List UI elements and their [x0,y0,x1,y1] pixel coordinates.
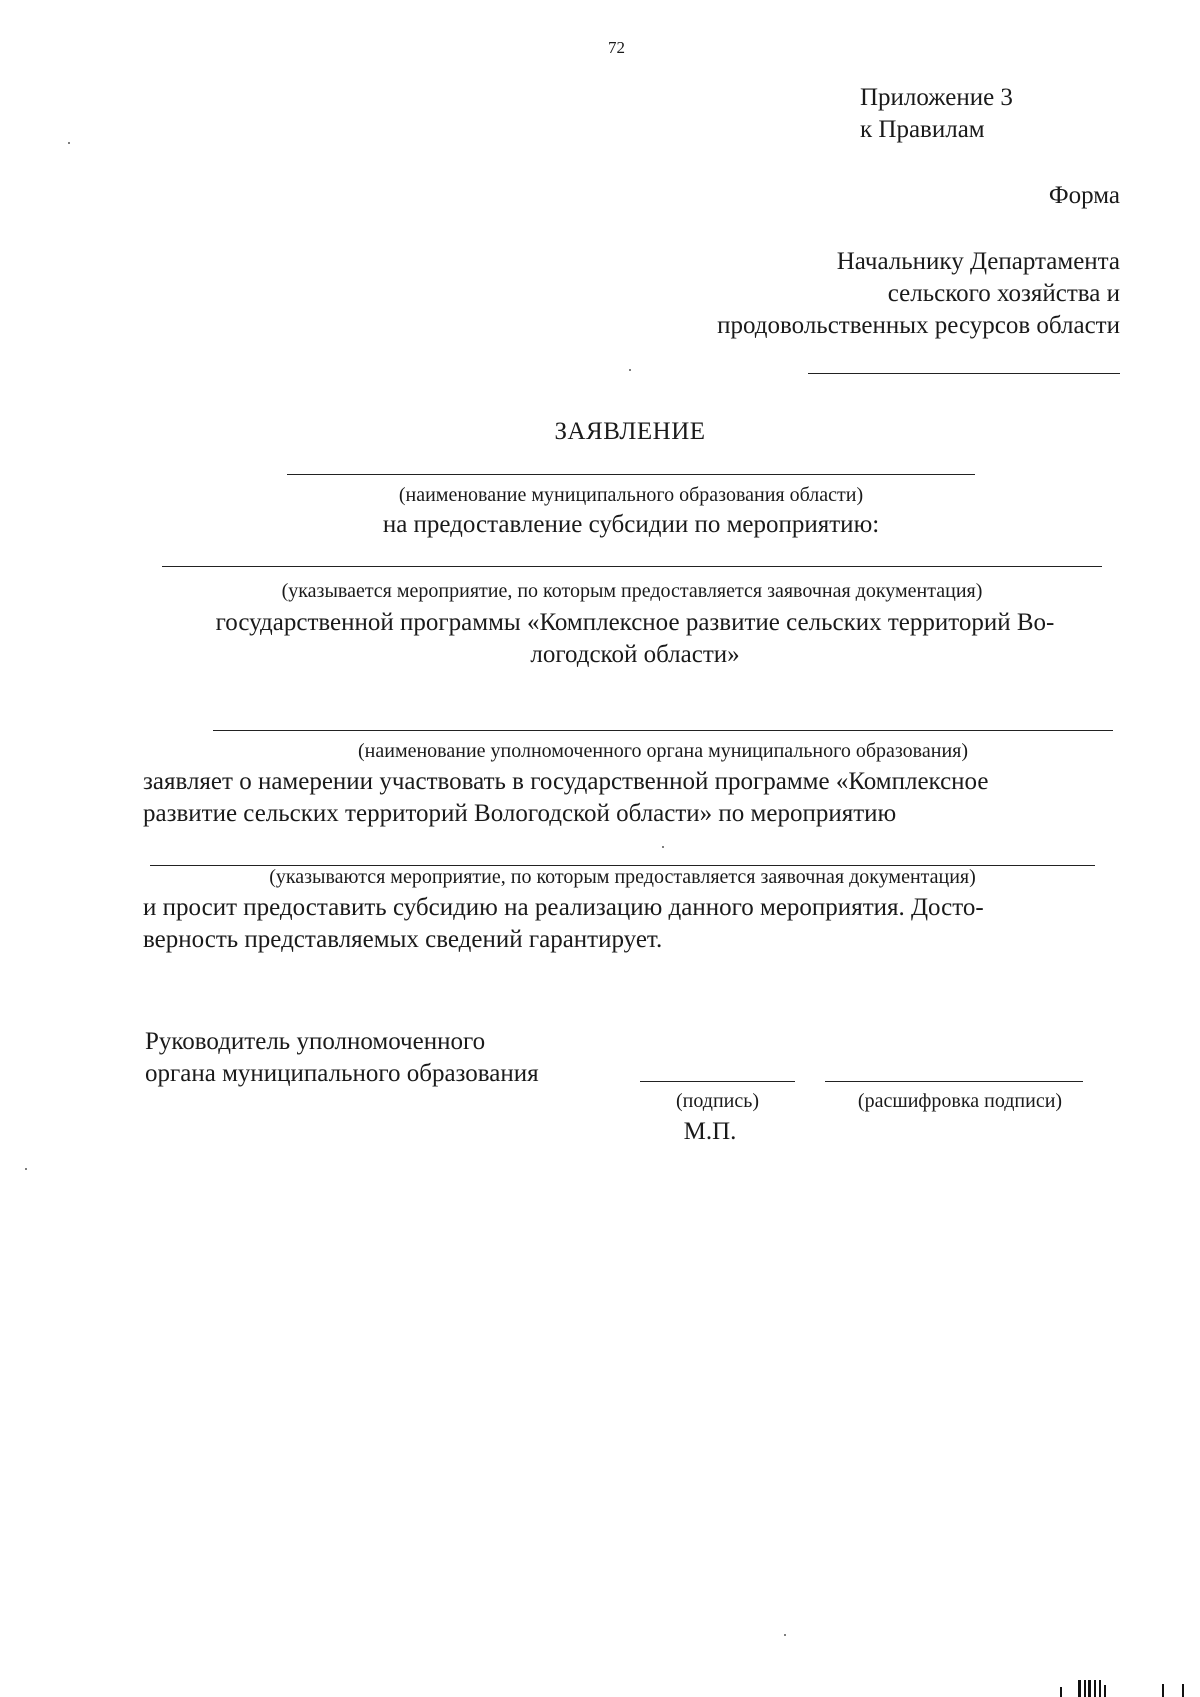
request-line-2: верность представляемых сведений гарантирует. [143,926,663,953]
addressee-line-2: сельского хозяйства и [887,280,1120,307]
decoding-blank-line [825,1081,1083,1082]
appendix-line-2: к Правилам [860,116,985,143]
signatory-block [145,1026,665,1090]
decoding-hint: (расшифровка подписи) [857,1090,1063,1112]
event-hint-1: (указывается мероприятие, по которым предоставляется заявочная документация) [281,580,983,602]
addressee-line-1: Начальнику Департамента [836,248,1120,275]
scan-speck [68,142,70,144]
program-line-1: государственной программы «Комплексное развитие сельских территорий Во- [215,609,1055,636]
seal-label: М.П. [683,1118,737,1145]
municipality-blank-line [287,474,975,475]
appendix-reference [860,82,1160,146]
request-paragraph [143,892,1128,956]
event-hint-2: (указываются мероприятие, по которым предоставляется заявочная документация) [269,866,976,888]
scan-speck [629,369,631,371]
document-title: ЗАЯВЛЕНИЕ [554,418,706,445]
signatory-line-2: органа муниципального образования [145,1060,539,1087]
municipality-hint: (наименование муниципального образования области) [398,484,864,506]
program-paragraph [140,607,1130,671]
declaration-paragraph [143,766,1128,830]
signature-hint: (подпись) [675,1090,760,1112]
purpose-line: на предоставление субсидии по мероприятию: [382,511,880,538]
scan-speck [662,846,664,848]
addressee-blank-line [808,373,1120,374]
program-line-2: логодской области» [530,641,740,668]
declaration-line-1: заявляет о намерении участвовать в государственной программе «Комплексное [143,768,989,795]
scan-speck [784,1634,786,1636]
appendix-line-1: Приложение 3 [860,84,1013,111]
declaration-line-2: развитие сельских территорий Вологодской области» по мероприятию [143,800,897,827]
barcode-graphic [1058,1680,1198,1697]
addressee-block [560,246,1120,342]
scan-speck [25,1168,27,1170]
signature-blank-line [640,1081,795,1082]
form-label: Форма [1048,182,1120,209]
authority-blank-line [213,730,1113,731]
page-number: 72 [608,38,625,57]
authority-hint: (наименование уполномоченного органа муниципального образования) [358,740,968,762]
event-blank-line-1 [162,566,1102,567]
addressee-line-3: продовольственных ресурсов области [717,312,1120,339]
signatory-line-1: Руководитель уполномоченного [145,1028,486,1055]
request-line-1: и просит предоставить субсидию на реализацию данного мероприятия. Досто- [143,894,984,921]
